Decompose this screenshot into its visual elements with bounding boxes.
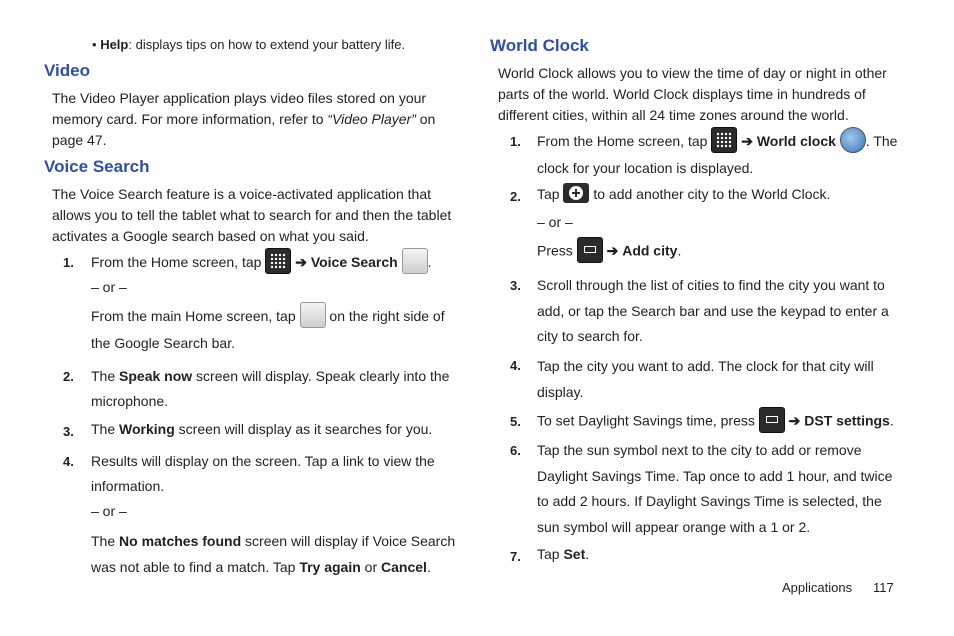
or-separator: – or – xyxy=(537,214,573,230)
step-number: 4. xyxy=(510,358,521,373)
world-step-1: From the Home screen, tap ➔ World clock . The clock for your location is displayed. xyxy=(537,128,897,181)
step-number: 6. xyxy=(510,443,521,458)
world-step-4: Tap the city you want to add. The clock for that city will display. xyxy=(537,358,874,400)
section-heading-video: Video xyxy=(44,61,90,80)
world-step-5: To set Daylight Savings time, press ➔ DST settings. xyxy=(537,409,894,435)
help-bullet: • Help: displays tips on how to extend your battery life. xyxy=(92,37,406,52)
microphone-icon xyxy=(402,248,428,274)
voice-search-paragraph: The Voice Search feature is a voice-activated application that allows you to tell the tablet what to search for and then the tablet activates a Google search based on what you said. xyxy=(52,186,452,244)
step-number: 4. xyxy=(63,454,74,469)
or-separator: – or – xyxy=(91,279,127,295)
step-number: 3. xyxy=(63,424,74,439)
step-number: 7. xyxy=(510,549,521,564)
step-number: 3. xyxy=(510,278,521,293)
world-step-6: Tap the sun symbol next to the city to add or remove Daylight Savings Time. Tap once to add 1 hour, and twice to add 2 hours. If Daylight Savings Time is selected, the sun symbol will appear orange with a 1 or 2. xyxy=(537,442,893,535)
section-heading-world-clock: World Clock xyxy=(490,36,589,55)
section-heading-voice-search: Voice Search xyxy=(44,157,150,176)
step-number: 1. xyxy=(510,134,521,149)
step-number: 1. xyxy=(63,255,74,270)
step-number: 2. xyxy=(63,369,74,384)
world-press-add-city: Press ➔ Add city. xyxy=(537,239,681,265)
add-icon xyxy=(563,183,589,203)
world-clock-paragraph: World Clock allows you to view the time of day or night in other parts of the world. World Clock displays time in hundreds of different cities, within all 24 time zones around the world. xyxy=(498,65,887,123)
world-step-7: Tap Set. xyxy=(537,546,590,562)
video-paragraph: The Video Player application plays video files stored on your memory card. For more information, refer to “Video Player” on page 47. xyxy=(52,90,436,148)
video-player-ref[interactable]: “Video Player” xyxy=(327,111,416,127)
voice-step-3: The Working screen will display as it searches for you. xyxy=(91,421,433,437)
or-separator: – or – xyxy=(91,503,127,519)
voice-step-4: Results will display on the screen. Tap a link to view the information. xyxy=(91,453,435,494)
world-step-3: Scroll through the list of cities to find the city you want to add, or tap the Search bar and use the keypad to enter a city to search for. xyxy=(537,277,889,344)
bullet-icon: • xyxy=(92,37,97,52)
menu-key-icon xyxy=(577,237,603,263)
apps-grid-icon xyxy=(711,127,737,153)
world-clock-icon xyxy=(840,127,866,153)
voice-step-1: From the Home screen, tap ➔ Voice Search . xyxy=(91,250,432,276)
voice-step-2: The Speak now screen will display. Speak clearly into the microphone. xyxy=(91,368,450,409)
footer-section: Applications xyxy=(782,580,853,595)
world-step-2: Tap to add another city to the World Clock. xyxy=(537,184,830,205)
menu-key-icon xyxy=(759,407,785,433)
voice-step-1-alt: From the main Home screen, tap on the right side of the Google Search bar. xyxy=(91,303,445,356)
step-number: 5. xyxy=(510,414,521,429)
apps-grid-icon xyxy=(265,248,291,274)
step-number: 2. xyxy=(510,189,521,204)
microphone-icon xyxy=(300,302,326,328)
page-number: 117 xyxy=(873,580,894,595)
voice-step-4-alt: The No matches found screen will display if Voice Search was not able to find a match. Tap Try again or Cancel. xyxy=(91,533,456,575)
